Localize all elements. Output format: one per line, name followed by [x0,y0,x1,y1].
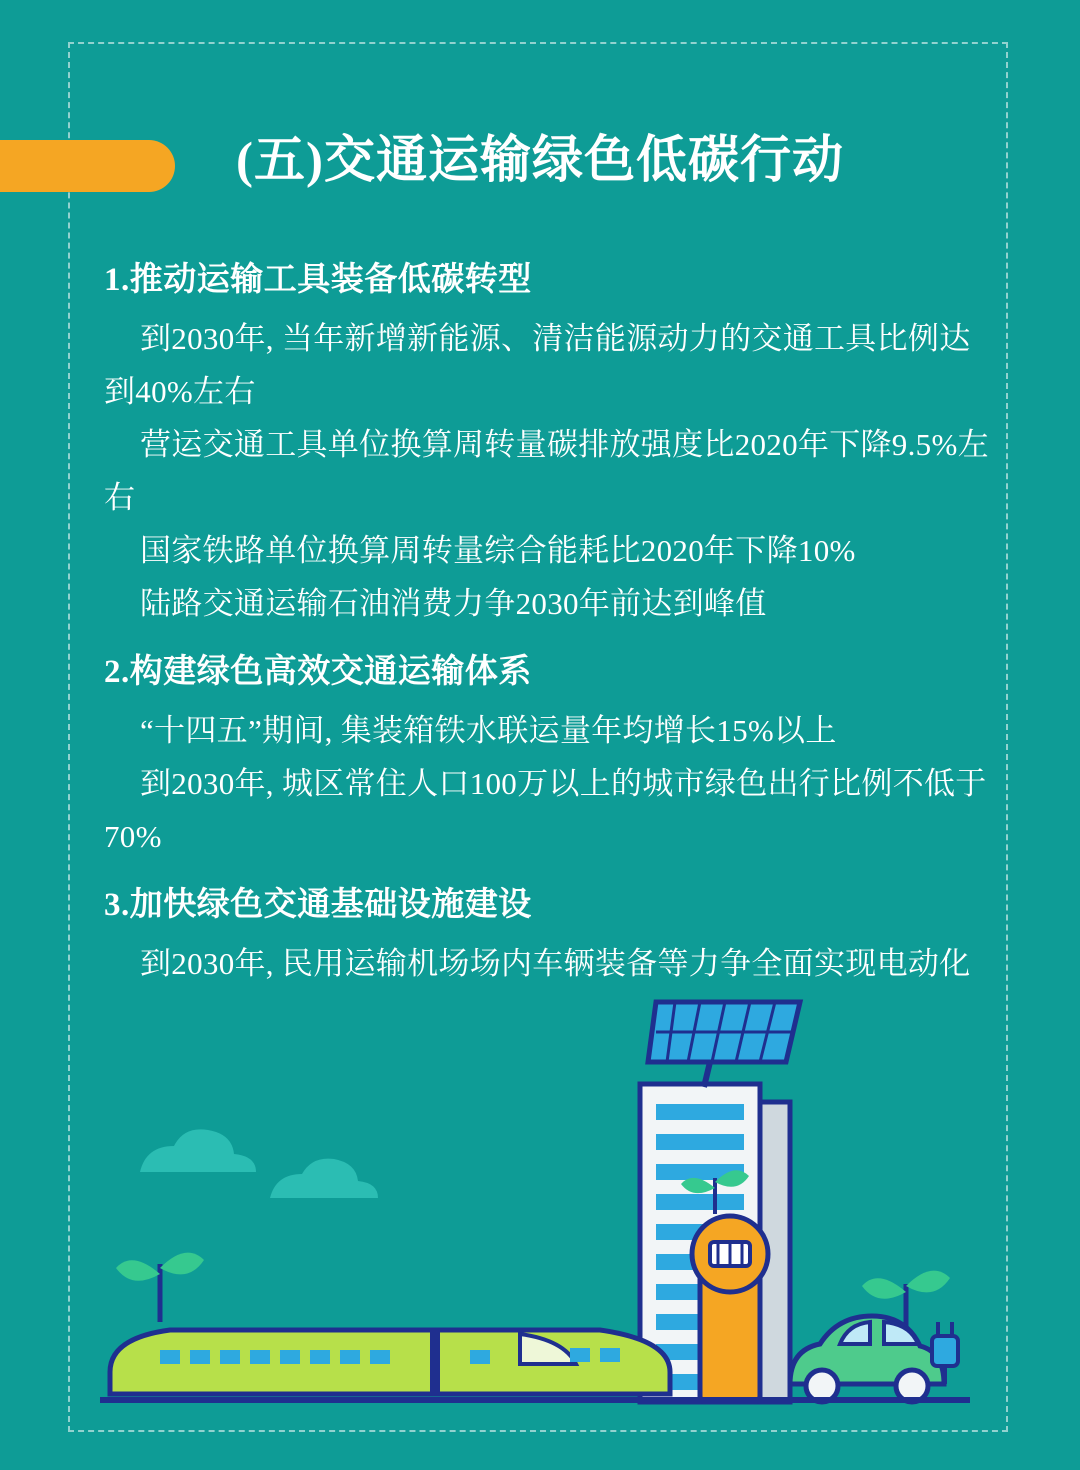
section-1-paragraph-1: 到2030年, 当年新增新能源、清洁能源动力的交通工具比例达到40%左右 [104,321,971,409]
electric-car-icon [790,1316,944,1402]
section-heading-1: 1.推动运输工具装备低碳转型 [104,262,532,298]
section-1-paragraph-3: 国家铁路单位换算周转量综合能耗比2020年下降10% [140,533,856,568]
cloud-icon [140,1129,378,1198]
solar-panel-icon [648,1002,800,1087]
page-title: (五)交通运输绿色低碳行动 [236,133,844,189]
section-heading-3: 3.加快绿色交通基础设施建设 [104,887,532,923]
illustration [100,992,980,1422]
section-3-paragraph-1: 到2030年, 民用运输机场场内车辆装备等力争全面实现电动化 [140,946,971,981]
section-heading-2: 2.构建绿色高效交通运输体系 [104,654,532,690]
content-body [104,252,994,990]
section-1-paragraph-4: 陆路交通运输石油消费力争2030年前达到峰值 [140,586,767,621]
section-2-paragraph-2: 到2030年, 城区常住人口100万以上的城市绿色出行比例不低于70% [104,766,987,854]
section-2-paragraph-1: “十四五”期间, 集装箱铁水联运量年均增长15%以上 [140,713,837,748]
charging-station-icon [692,1216,768,1402]
plant-sprout-icon [116,1253,204,1322]
section-1-paragraph-2: 营运交通工具单位换算周转量碳排放强度比2020年下降9.5%左右 [104,427,989,515]
